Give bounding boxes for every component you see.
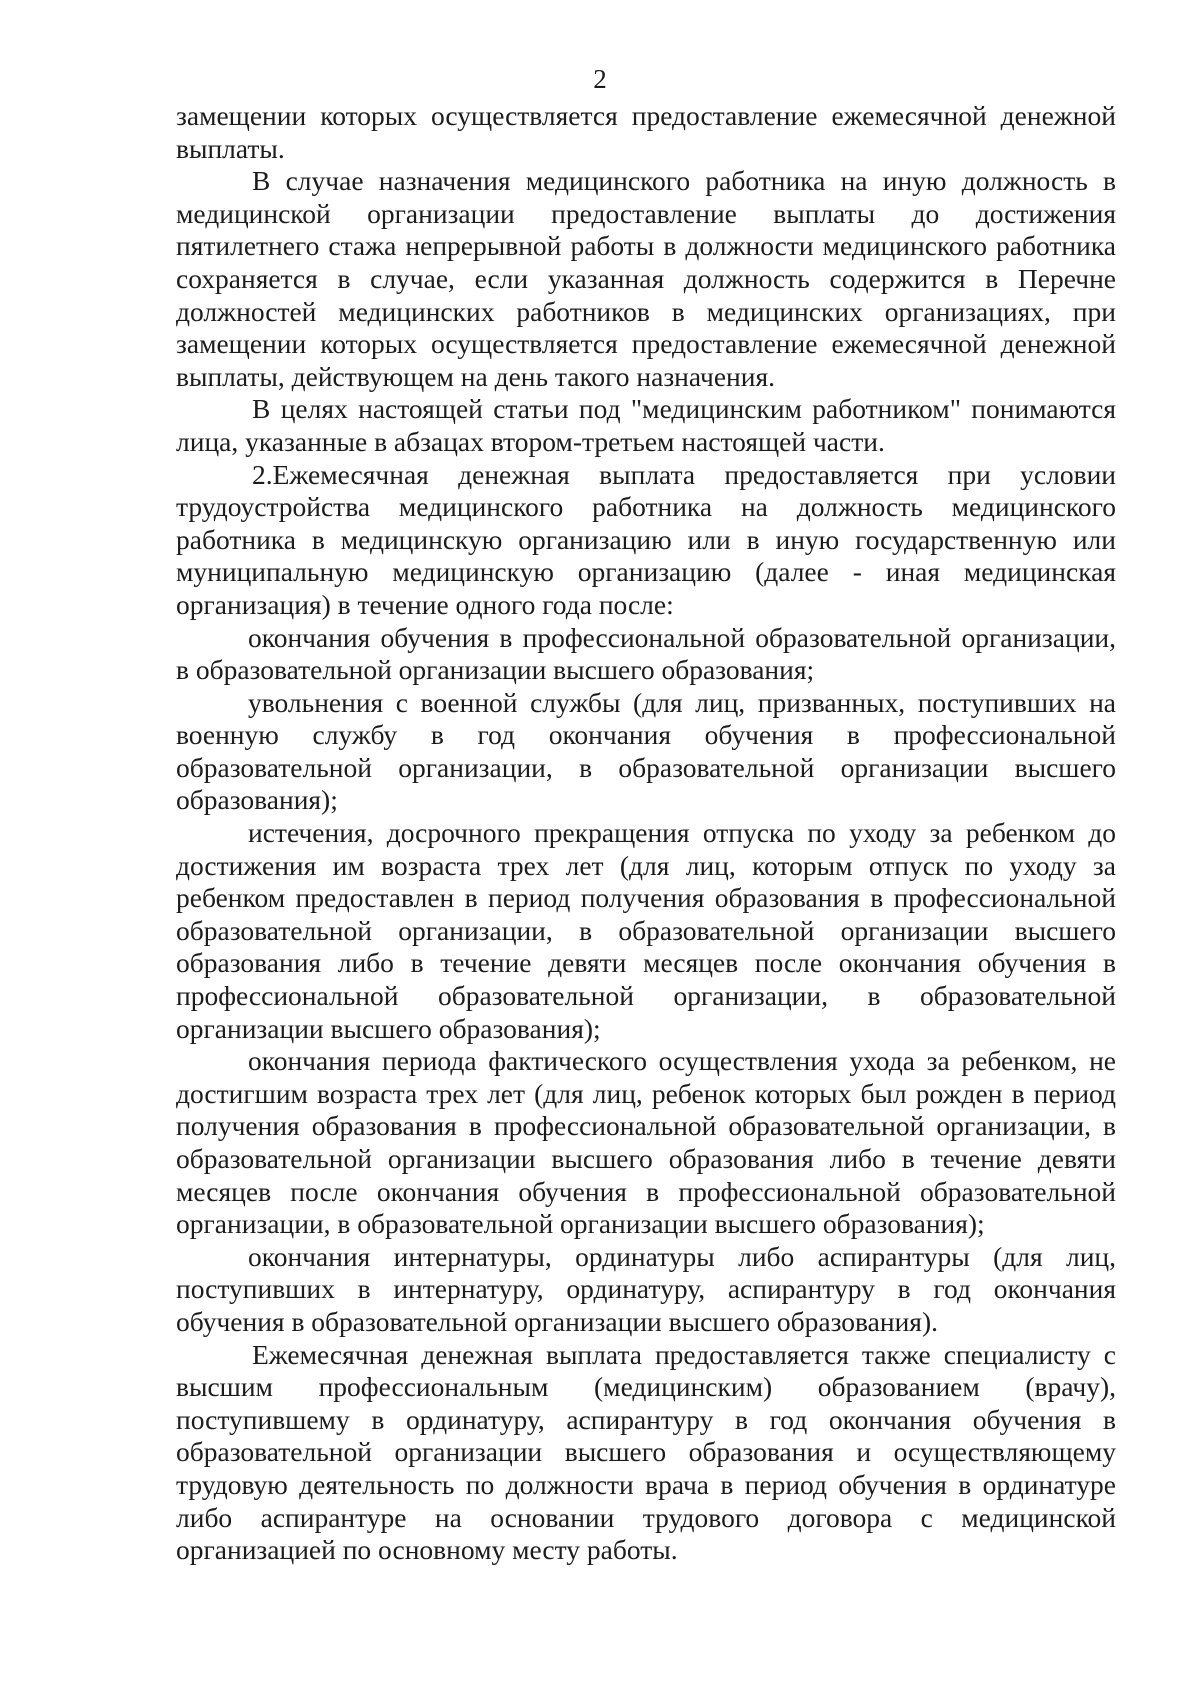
paragraph-definition: В целях настоящей статьи под "медицинским работником" понимаются лица, указанные в абзацах втором-третьем настоящей части.: [176, 393, 1116, 457]
list-item-residency: окончания интернатуры, ординатуры либо аспирантуры (для лиц, поступивших в интернатуру, ординатуру, аспирантуру в год окончания обучения в образовательной организации высшего образования).: [176, 1240, 1116, 1337]
paragraph-continuation: замещении которых осуществляется предоставление ежемесячной денежной выплаты.: [176, 100, 1116, 164]
paragraph-specialist: Ежемесячная денежная выплата предоставляется также специалисту с высшим профессиональным (медицинским) образованием (врачу), поступившему в ординатуру, аспирантуру в год окончания обучения в образовательной организации высшего образования и осуществляющему трудовую деятельность по должности врача в период обучения в ординатуре либо аспирантуре на основании трудового договора с медицинской организацией по основному месту работы.: [176, 1338, 1116, 1566]
list-item-childcare: окончания периода фактического осуществления ухода за ребенком, не достигшим возраста трех лет (для лиц, ребенок которых был рожден в период получения образования в профессиональной образовательной организации, в образовательной организации высшего образования либо в течение девяти месяцев после окончания обучения в профессиональной образовательной организации, в образовательной организации высшего образования);: [176, 1045, 1116, 1240]
list-item-military: увольнения с военной службы (для лиц, призванных, поступивших на военную службу в год окончания обучения в профессиональной образовательной организации, в образовательной организации высшего образования);: [176, 686, 1116, 816]
document-body: [176, 100, 1116, 1567]
paragraph-reassignment: В случае назначения медицинского работника на иную должность в медицинской организации предоставление выплаты до достижения пятилетнего стажа непрерывной работы в должности медицинского работника сохраняется в случае, если указанная должность содержится в Перечне должностей медицинских работников в медицинских организациях, при замещении которых осуществляется предоставление ежемесячной денежной выплаты, действующем на день такого назначения.: [176, 165, 1116, 392]
paragraph-clause-2: 2.Ежемесячная денежная выплата предоставляется при условии трудоустройства медицинского работника на должность медицинского работника в медицинскую организацию или в иную государственную или муниципальную медицинскую организацию (далее - иная медицинская организация) в течение одного года после:: [176, 458, 1116, 620]
page-number: 2: [593, 64, 607, 94]
list-item-parental-leave: истечения, досрочного прекращения отпуска по уходу за ребенком до достижения им возраста трех лет (для лиц, которым отпуск по уходу за ребенком предоставлен в период получения образования в профессиональной образовательной организации, в образовательной организации высшего образования либо в течение девяти месяцев после окончания обучения в профессиональной образовательной организации, в образовательной организации высшего образования);: [176, 817, 1116, 1044]
list-item-graduation: окончания обучения в профессиональной образовательной организации, в образовательной организации высшего образования;: [176, 621, 1116, 686]
